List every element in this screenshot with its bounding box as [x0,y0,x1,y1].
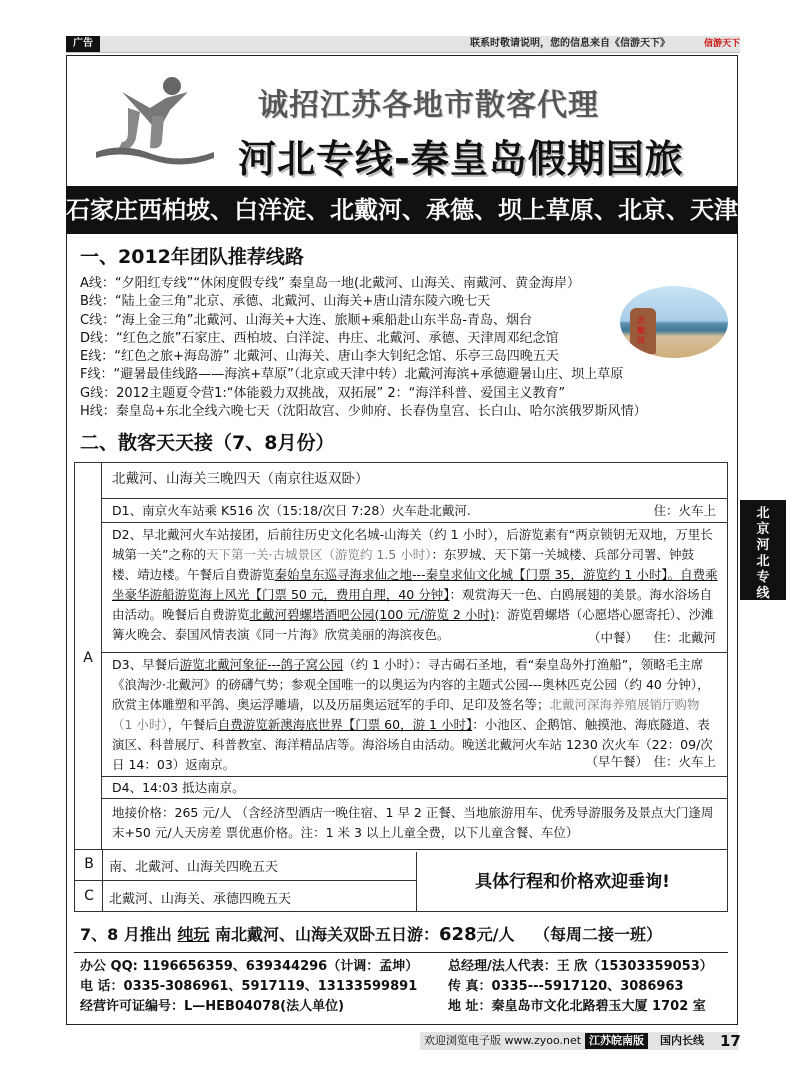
promo-route: 南北戴河、山海关双卧五日游： [215,925,440,944]
route-c-label: C [84,888,94,904]
agency-logo-icon [92,72,218,168]
section-daily-departures-title: 二、散客天天接（7、8月份） [80,432,335,454]
day-3-text-cont: （约 1 小时）：寻古碣石圣地，看“秦皇岛外打渔船”，领略毛主席《浪淘沙·北戴河》的磅礴气势；参观全国唯一的以奥运为内容的主题式公园---奥林匹克公园（约 40 分钟），欣赏主体雕塑和平鸽、奥运浮雕墙，以及历届奥运冠军的手印、足印及签名等； [112,657,710,712]
section-side-tab [740,500,786,600]
itinerary-day-4: D4、14:03 抵达南京。 [102,776,728,798]
day-2-optional-tour: 秦始皇东巡寻海求仙之地---秦皇求仙文化城【门票 35，游览约 1 小时】。自费乘坐豪华游船游览海上风光【门票 50 元，费用自理，40 分钟】 [112,567,718,602]
day-1-stay: 住：火车上 [653,503,716,518]
beach-photo [620,286,728,358]
itinerary-day-1 [102,498,728,522]
day-2-text: D2、早北戴河火车站接团，后前往历史文化名城-山海关（约 1 小时），后游览素有“两京锁钥无双地，万里长城第一关”之称的 [112,527,713,562]
day-2-meal: （中餐） [587,630,638,645]
day-3-shopping: 北戴河深海养殖展销厅购物（1 小时） [112,697,700,732]
day-2-stay: 住：北戴河 [653,630,716,645]
list-item: F线：“避暑最佳线路——海滨+草原”（北京或天津中转）北戴河海滨+承德避暑山庄、坝上草原 [80,367,624,383]
day-2-scenic-area: 天下第一关·古城景区（游览约 1.5 小时） [205,547,432,562]
side-tab-label: 北京河北专线 [756,506,770,601]
promo-tag: 纯玩 [177,925,210,944]
publication-logo: 信游天下 [704,39,741,49]
day-3-text-cont3: ：小池区、企鹅馆、触摸池、海底隧道、表演区、科普展厅、科普教室、海洋精品店等。海浴场自由活动。晚送北戴河火车站 1230 次火车（22：09/次日 14：03）返南京。 [112,717,713,772]
recruit-headline: 诚招江苏各地市散客代理 [258,88,599,123]
route-a-title: 北戴河、山海关三晚四天（南京往返双卧） [112,471,369,487]
day-2-text-cont3: ：游览碧螺塔（心愿塔心愿寄托）、沙滩篝火晚会、泰国风情表演《同一片海》欣赏美丽的海滨夜色。 [112,607,714,642]
day-3-text-cont2: ，午餐后 [167,717,218,732]
route-c-text: 北戴河、山海关、承德四晚五天 [109,892,292,907]
footer-edition: 江苏皖南版 [585,1033,648,1049]
list-item: D线：“红色之旅”石家庄、西柏坡、白洋淀、冉庄、北戴河、承德、天津周邓纪念馆 [80,330,559,346]
destination-banner: 石家庄西柏坡、白洋淀、北戴河、承德、坝上草原、北京、天津 [66,186,738,234]
contact-qq: 办公 QQ: 1196656359、639344296（计调：孟坤） [80,959,419,974]
contact-manager: 总经理/法人代表：王 欣（15303359053） [448,959,713,974]
monument-rock [630,308,656,354]
route-a-label: A [83,650,93,666]
promo-unit: 元/人 [476,925,515,944]
list-item: C线：“海上金三角”北戴河、山海关+大连、旅顺+乘船赴山东半岛-青岛、烟台 [80,312,533,328]
agency-headline: 河北专线-秦皇岛假期国旅 [238,137,684,181]
list-item: B线：“陆上金三角”北京、承德、北戴河、山海关+唐山清东陵六晚七天 [80,294,491,310]
day-3-text: D3、早餐后 [112,657,180,672]
page-number: 17 [720,1032,741,1050]
section-team-routes-title: 一、2012年团队推荐线路 [80,246,304,268]
footer-website: 欢迎浏览电子版 www.zyoo.net [424,1034,582,1047]
route-b-label: B [84,856,94,872]
price-text-cont: 票优惠价格。注：1 米 3 以上儿童全费，以下儿童含餐、车位） [225,825,579,840]
itinerary-day-3 [102,652,728,776]
list-item: A线：“夕阳红专线”“休闲度假专线” 秦皇岛一地(北戴河、山海关、南戴河、黄金海岸） [80,276,581,291]
day-2-text-cont2: ：观赏海天一色、白鸥展翅的美景。海水浴场自由活动。晚餐后自费游览 [112,587,712,622]
inquiry-note: 具体行程和价格欢迎垂询! [416,852,728,912]
source-notice: 联系时敬请说明，您的信息来自《信游天下》 [470,38,670,49]
contact-fax: 传 真：0335---5917120、3086963 [448,979,684,994]
day-3-meal: （早午餐） [585,754,648,769]
day-3-aquarium: 自费游览新澳海底世界【门票 60，游 1 小时】 [217,717,473,732]
promo-line [80,922,662,945]
day-3-park: 游览北戴河象征---鸽子窝公园 [179,657,344,672]
contact-block [74,952,728,1019]
contact-phone: 电 话：0335-3086961、5917119、13133599891 [80,979,418,994]
footer-section: 国内长线 [660,1034,704,1047]
contact-license: 经营许可证编号：L—HEB04078(法人单位) [80,999,345,1014]
local-price [102,798,728,850]
promo-prefix: 7、8 月推出 [80,925,172,944]
day-2-text-cont: ：东罗城、天下第一关城楼、兵部分司署、钟鼓楼、靖边楼。午餐后自费游览 [112,547,695,582]
itinerary-day-2 [102,522,728,652]
promo-price: 628 [439,924,477,945]
day-3-stay: 住：火车上 [653,754,716,769]
price-text: 地接价格：265 元/人 （含经济型酒店一晚住宿、1 早 2 正餐、当地旅游用车、优秀导游服务及景点大门逢周末+50 元/人天房差 [112,805,714,840]
promo-schedule: （每周二接一班） [534,925,663,944]
list-item: G线：2012主题夏令营1:“体能毅力双挑战，双拓展” 2：“海洋科普、爱国主义教育” [80,385,566,401]
list-item: H线：秦皇岛+东北全线六晚七天（沈阳故宫、少帅府、长春伪皇宫、长白山、哈尔滨俄罗斯风情） [80,404,647,420]
list-item: E线：“红色之旅+海岛游” 北戴河、山海关、唐山李大钊纪念馆、乐亭三岛四晚五天 [80,349,559,365]
day-1-text: D1、南京火车站乘 K516 次（15:18/次日 7:28）火车赴北戴河. [112,503,471,518]
contact-address: 地 址：秦皇岛市文化北路碧玉大厦 1702 室 [448,999,706,1014]
route-list [80,275,720,421]
route-b-text: 南、北戴河、山海关四晚五天 [109,860,279,875]
ad-label: 广告 [66,36,100,52]
day-2-optional-park: 北戴河碧螺塔酒吧公园(100 元/游览 2 小时) [249,607,495,622]
photo-caption: 北戴河 [637,316,645,345]
